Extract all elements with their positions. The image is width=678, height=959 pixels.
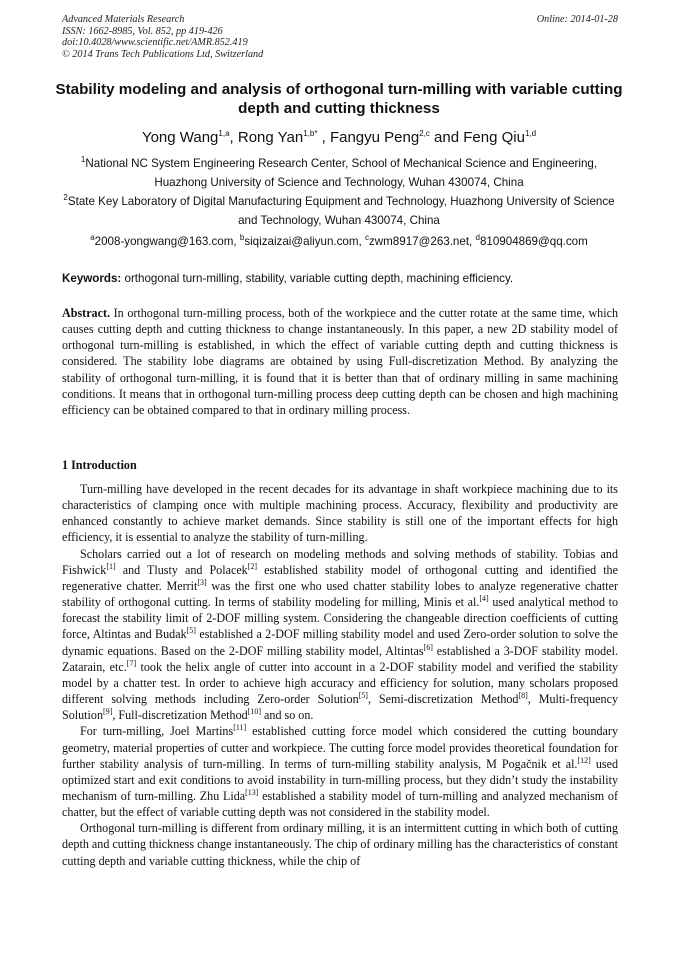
journal-name: Advanced Materials Research (62, 14, 185, 25)
affiliation-text: National NC System Engineering Research Center, School of Mechanical Science and Engineering, Huazhong University of Science and Technology, Wuhan 430074, China (85, 157, 598, 189)
author-separator: , (229, 129, 238, 146)
citation: [1] (106, 561, 116, 571)
paragraph: For turn-milling, Joel Martins[11] established cutting force model which considered the cutting boundary geometry, material properties of cutter and workpiece. The cutting force model provides theoretical foundation for further stability analysis of turn-milling. In terms of turn-milling stability analysis, M Pogačnik et al.[12] used optimized start and exit conditions to avoid instability in turn-milling process, but they didn’t study the instability mechanism of turn-milling. Zhu Lida[13] established a stability model of turn-milling and analyzed mechanism of chatter, but the effect of variable cutting depth was not considered in the stability model. (62, 723, 618, 820)
paragraph: Orthogonal turn-milling is different from ordinary milling, it is an intermittent cutting in which both of cutting depth and cutting thickness change instantaneously. The chip of ordinary milling has the characteristics of constant cutting depth and variable cutting thickness, while the chip of (62, 821, 618, 868)
author-name: Fangyu Peng (329, 129, 420, 146)
paragraph: Scholars carried out a lot of research on modeling methods and solving methods of stability. Tobias and Fishwick[1] and Tlusty and Polacek[2] established stability model of orthogonal cutting and identified the regenerative chatter. Merrit[3] was the first one who used chatter stability lobes to analyze regenerative chatter stability of orthogonal cutting. In terms of stability modeling for milling, Minis et al.[4] used analytical method to forecast the stability limit of 2-DOF milling system. Considering the changeable direction coefficients of cutting force, Altintas and Budak[5] established a 2-DOF milling stability model and used Zero-order solution to solve the dynamic equations. Based on the 2-DOF milling stability model, Altintas[6] established a 3-DOF stability model. Zatarain, etc.[7] took the helix angle of cutter into account in a 2-DOF stability model and verified the stability model by a chatter test. In order to achieve high accuracy and efficiency for solution, many scholars proposed different solving methods including Zero-order Solution[5], Semi-discretization Method[8], Multi-frequency Solution[9], Full-discretization Method[10] and so on. (62, 546, 619, 723)
section-heading: 1 Introduction (62, 458, 137, 472)
journal-copyright: © 2014 Trans Tech Publications Ltd, Switzerland (62, 48, 264, 60)
email-mark: d (475, 233, 480, 243)
author-affil-mark: 1,a (218, 129, 230, 138)
author-affil-mark: 1,d (524, 129, 537, 138)
abstract-text: In orthogonal turn-milling process, both of the workpiece and the cutter rotate at the same time, which causes cutting depth and cutting thickness to change instantaneously. In this paper, a new 2D stability model of orthogonal turn-milling is established, in which the effect of variable cutting depth and cutting thickness is considered. The stability lobe diagrams are obtained by using Full-discretization Method. By analyzing the stability of orthogonal turn-milling, it is found that it is better than that of ordinary milling in same machining conditions. It means that in orthogonal turn-milling process deep cutting depth can be chosen and high machining efficiency can be obtained compared to that in ordinary milling process. (62, 306, 618, 417)
affiliation-2 (60, 193, 618, 230)
online-date: Online: 2014-01-28 (536, 14, 618, 25)
citation: [2] (247, 561, 258, 571)
affiliation-text: State Key Laboratory of Digital Manufacturing Equipment and Technology, Huazhong University of Science and Technology, Wuhan 430074, China (67, 195, 615, 227)
affiliation-mark: 2 (63, 193, 68, 203)
email-address: siqizaizai@aliyun.com, (244, 235, 365, 248)
introduction-body (62, 481, 618, 869)
email-address: 2008-yongwang@163.com, (94, 235, 240, 248)
citation: [6] (423, 642, 433, 652)
email-mark: b (239, 233, 245, 243)
author-name: Feng Qiu (463, 129, 525, 146)
citation: [3] (197, 577, 207, 587)
citation: [10] (247, 707, 262, 717)
author-list (40, 128, 638, 148)
journal-doi: doi:10.4028/www.scientific.net/AMR.852.419 (62, 37, 248, 49)
email-address: zwm8917@263.net, (368, 235, 476, 248)
keywords-text: orthogonal turn-milling, stability, variable cutting depth, machining efficiency. (121, 272, 514, 285)
email-list (40, 234, 638, 250)
author-separator: and (429, 129, 464, 146)
journal-header (62, 14, 618, 60)
citation: [4] (479, 594, 489, 604)
citation: [8] (518, 691, 528, 700)
author-name: Yong Wang (141, 129, 219, 146)
abstract (62, 305, 618, 418)
email-address: 810904869@qq.com (479, 235, 588, 248)
author-affil-mark: 1,b* (303, 129, 318, 138)
citation: [5] (186, 626, 196, 636)
affiliation-1 (60, 155, 618, 192)
email-mark: a (90, 233, 95, 243)
paragraph: Turn-milling have developed in the recent decades for its advantage in shaft workpiece machining due to its characteristics of clamping once with multiple machining process. Accuracy, flexibility and productivity are enhanced constantly to achieve market demands. Since stability is still one of the important effects for high efficiency, it is essential to analyze the stability of turn-milling. (62, 482, 618, 545)
citation: [12] (577, 755, 591, 765)
keywords (62, 271, 618, 287)
citation: [9] (103, 707, 113, 717)
abstract-label: Abstract. (62, 306, 111, 320)
citation: [5] (358, 691, 368, 700)
author-separator: , (317, 129, 330, 146)
journal-issn: ISSN: 1662-8985, Vol. 852, pp 419-426 (62, 25, 223, 37)
author-name: Rong Yan (237, 129, 304, 146)
paper-title: Stability modeling and analysis of orthogonal turn-milling with variable cutting depth and cutting thickness (55, 81, 623, 117)
keywords-label: Keywords: (62, 272, 122, 285)
email-mark: c (364, 233, 369, 243)
author-affil-mark: 2,c (419, 129, 430, 138)
affiliation-mark: 1 (80, 155, 86, 165)
citation: [11] (233, 723, 247, 733)
citation: [13] (245, 787, 259, 797)
citation: [7] (126, 658, 137, 668)
